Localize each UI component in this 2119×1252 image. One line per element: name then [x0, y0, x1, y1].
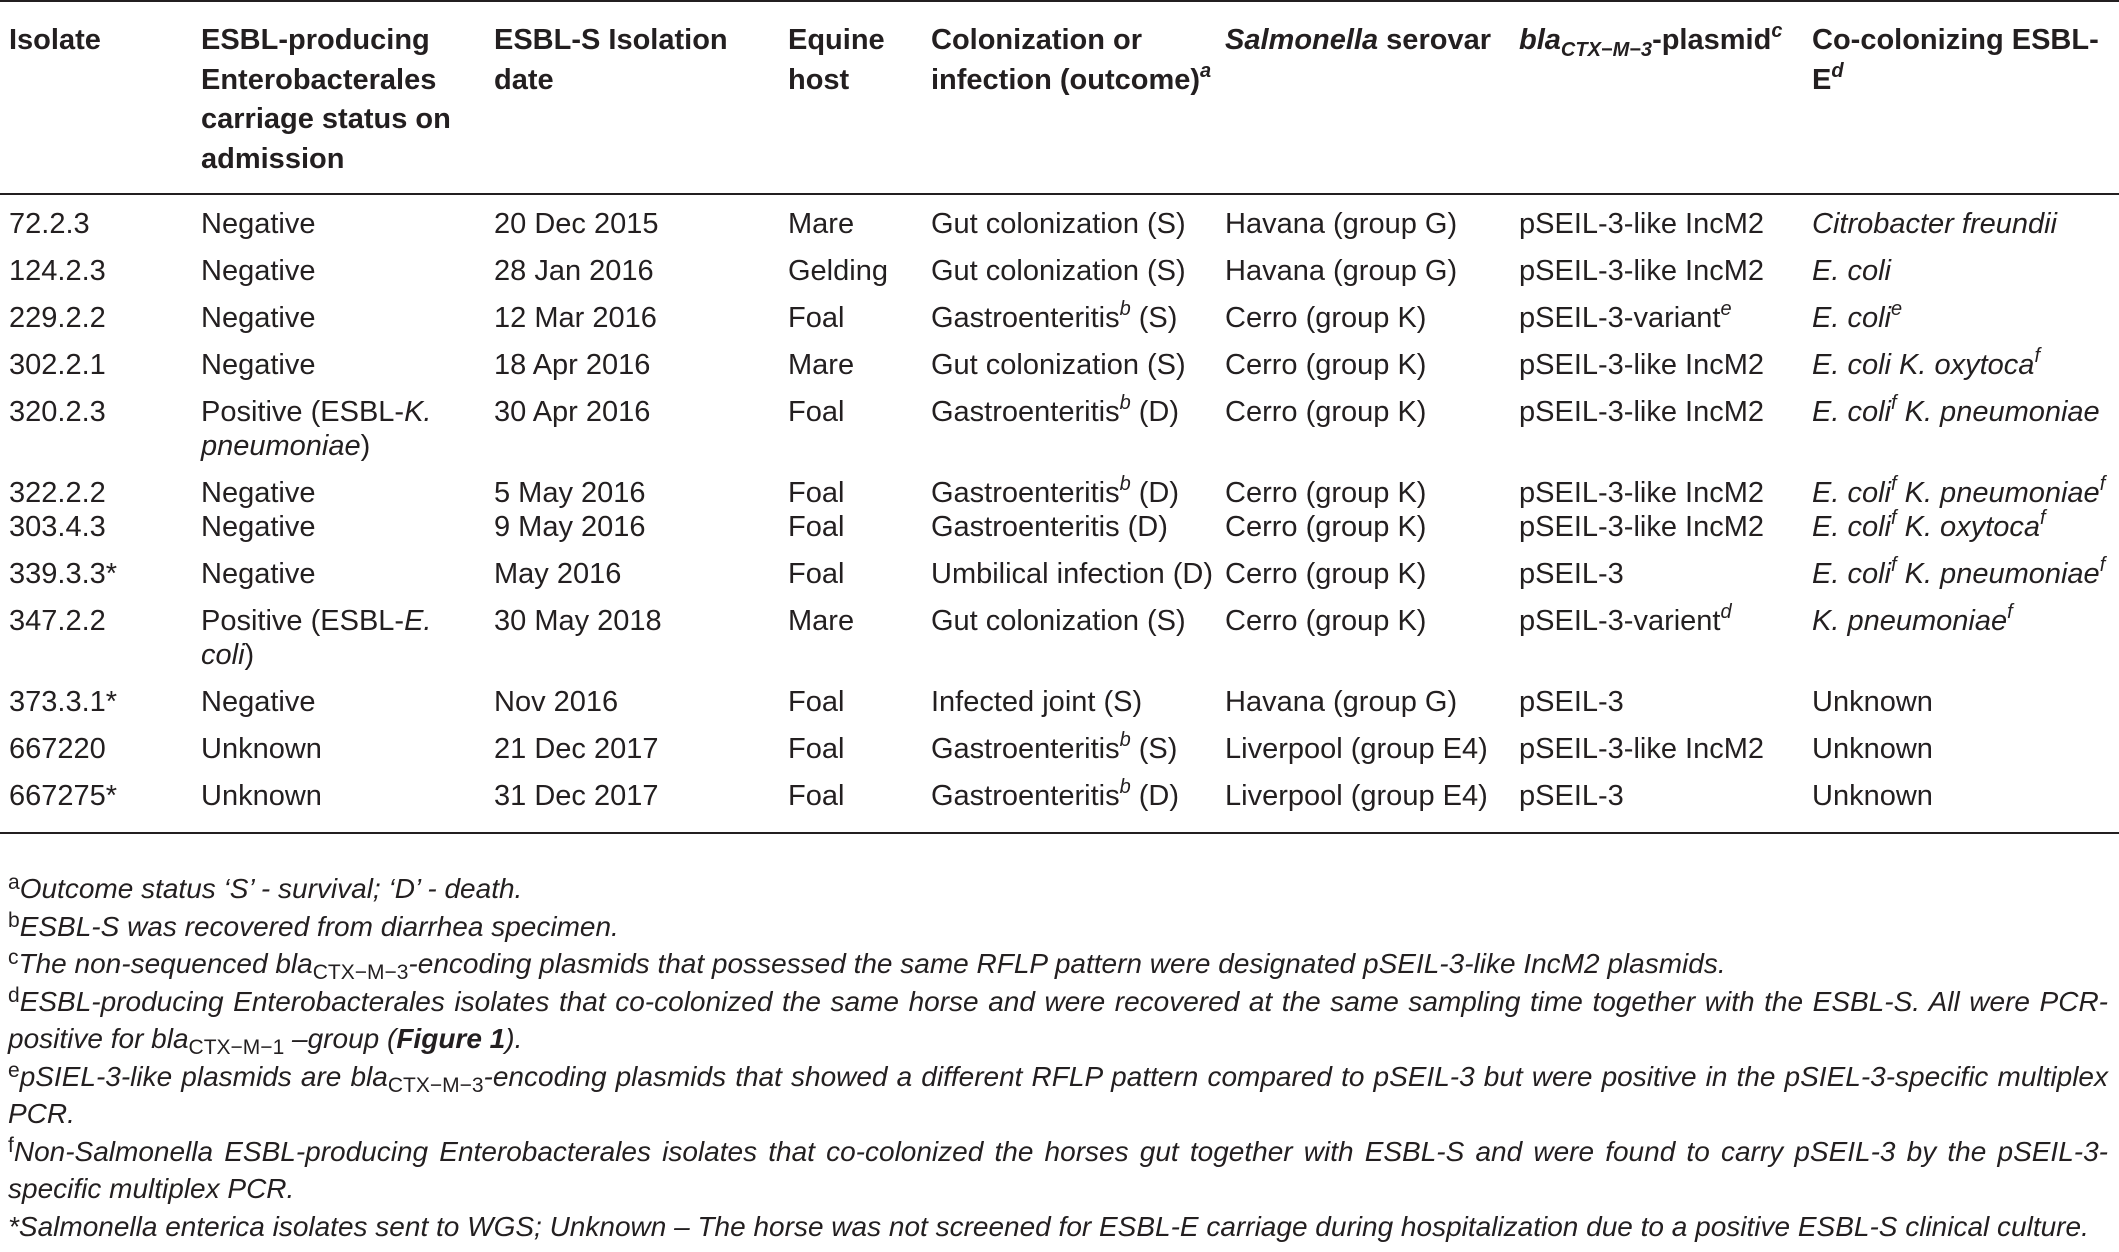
cell-outcome: Gut colonization (S): [931, 605, 1186, 637]
cell-carriage: Unknown: [192, 779, 485, 833]
table-body: [0, 194, 2119, 833]
table-row: [0, 779, 2119, 833]
cell-host: Foal: [788, 477, 845, 509]
cell-host: Foal: [788, 733, 845, 765]
cell-isolate: 322.2.2: [9, 477, 106, 509]
header-row: [0, 1, 2119, 194]
cell-plasmid: pSEIL-3-like IncM2: [1519, 208, 1764, 240]
cell-serovar: Cerro (group K): [1225, 349, 1427, 381]
cell-date: 28 Jan 2016: [494, 255, 654, 287]
cell-plasmid: pSEIL-3-varient$^d$: [1519, 601, 1732, 637]
table-row: [0, 732, 2119, 779]
table-row: [0, 604, 2119, 685]
cell-plasmid: pSEIL-3-like IncM2: [1519, 255, 1764, 287]
cell-host: Foal: [788, 396, 845, 428]
table-header: [0, 1, 2119, 194]
cell-outcome: Gastroenteritis$^b$ (D): [922, 779, 1216, 833]
cell-outcome: Infected joint (S): [931, 686, 1143, 718]
cell-plasmid: pSEIL-3-like IncM2: [1519, 396, 1764, 428]
cell-serovar: Cerro (group K): [1225, 511, 1427, 543]
footnote-c: $^c$The non-sequenced bla$_{CTX-M-3}$-encoding plasmids that possessed the same RFLP pattern were designated pSEIL-3-like IncM2 plasmids.: [8, 946, 1726, 984]
cell-outcome: Gastroenteritis$^b$ (D): [931, 392, 1180, 428]
table-row: [0, 301, 2119, 348]
cell-plasmid: pSEIL-3: [1519, 558, 1624, 590]
cell-isolate: 302.2.1: [9, 349, 106, 381]
cell-host: Mare: [788, 605, 855, 637]
cell-cocol: E. coli: [1812, 255, 1891, 287]
cell-plasmid: pSEIL-3-like IncM2: [1519, 511, 1764, 543]
cell-plasmid: pSEIL-3: [1510, 779, 1803, 833]
cell-plasmid: pSEIL-3-like IncM2: [1519, 349, 1764, 381]
cell-date: 30 Apr 2016: [494, 396, 651, 428]
cell-host: Mare: [788, 349, 855, 381]
col-header-outcome: Colonization or infection (outcome)$^a$: [922, 1, 1216, 194]
col-header-carriage: ESBL-producing Enterobacterales carriage status on admission: [192, 1, 485, 194]
footnote-a: $^a$Outcome status ‘S’ - survival; ‘D’ - death.: [8, 871, 523, 904]
cell-carriage: Negative: [201, 686, 316, 718]
cell-carriage: Negative: [201, 208, 316, 240]
cell-date: 30 May 2018: [494, 605, 662, 637]
cell-carriage: Negative: [201, 477, 316, 509]
cell-serovar: Cerro (group K): [1225, 558, 1427, 590]
table-row: [0, 557, 2119, 604]
cell-carriage: Negative: [201, 558, 316, 590]
cell-plasmid: pSEIL-3-like IncM2: [1519, 733, 1764, 765]
table-row: [0, 348, 2119, 395]
footnote-f: $^f$Non-Salmonella ESBL-producing Enterobacterales isolates that co-colonized the horses gut together with ESBL-S and were found to carry pSEIL-3 by the pSEIL-3-specific multiplex PCR.: [8, 1133, 2108, 1204]
cell-cocol: Unknown: [1803, 779, 2119, 833]
cell-cocol: E. coli$^e$: [1812, 298, 1903, 334]
cell-host: Foal: [788, 558, 845, 590]
cell-outcome: Gastroenteritis$^b$ (S): [931, 298, 1178, 334]
col-header-date: ESBL-S Isolation date: [485, 1, 779, 194]
cell-serovar: Cerro (group K): [1225, 396, 1427, 428]
table-row: [0, 685, 2119, 732]
cell-date: 18 Apr 2016: [494, 349, 651, 381]
cell-serovar: Cerro (group K): [1225, 477, 1427, 509]
footnote-e: $^e$pSIEL-3-like plasmids are bla$_{CTX-M-3}$-encoding plasmids that showed a different RFLP pattern compared to pSEIL-3 but were positive in the pSIEL-3-specific multiplex PCR.: [8, 1058, 2109, 1129]
cell-date: 9 May 2016: [494, 511, 646, 543]
cell-cocol: E. coli K. oxytoca$^f$: [1812, 345, 2040, 381]
cell-isolate: 347.2.2: [9, 605, 106, 637]
cell-serovar: Havana (group G): [1225, 208, 1458, 240]
cell-carriage: Unknown: [201, 733, 322, 765]
cell-isolate: 124.2.3: [9, 255, 106, 287]
cell-outcome: Gastroenteritis$^b$ (D): [931, 473, 1180, 509]
cell-cocol: E. coli$^f$ K. pneumoniae$^f$: [1812, 473, 2106, 509]
cell-carriage: Negative: [201, 511, 316, 543]
cell-cocol: E. coli$^f$ K. pneumoniae: [1812, 392, 2100, 428]
col-header-cocolonizing: Co-colonizing ESBL-$E^d$: [1803, 1, 2119, 194]
cell-outcome: Gut colonization (S): [931, 208, 1186, 240]
cell-outcome: Gut colonization (S): [931, 255, 1186, 287]
col-header-plasmid: bla$_{CTX-M-3}$-plasmid$^c$: [1510, 1, 1803, 194]
figure-1-reference[interactable]: Figure 1: [396, 1023, 506, 1054]
cell-outcome: Umbilical infection (D): [931, 558, 1214, 590]
cell-host: Foal: [779, 779, 922, 833]
cell-serovar: Havana (group G): [1225, 255, 1458, 287]
cell-host: Foal: [788, 511, 845, 543]
cell-serovar: Liverpool (group E4): [1225, 733, 1488, 765]
cell-carriage: Positive (ESBL-K. pneumoniae): [201, 396, 432, 462]
cell-host: Mare: [788, 208, 855, 240]
cell-date: May 2016: [494, 558, 622, 590]
cell-isolate: 339.3.3*: [9, 558, 118, 590]
cell-date: 12 Mar 2016: [494, 302, 657, 334]
cell-host: Foal: [788, 686, 845, 718]
cell-host: Foal: [788, 302, 845, 334]
cell-plasmid: pSEIL-3-like IncM2: [1519, 477, 1764, 509]
cell-carriage: Negative: [201, 349, 316, 381]
cell-date: Nov 2016: [494, 686, 619, 718]
footnote-b: $^b$ESBL-S was recovered from diarrhea specimen.: [8, 908, 619, 942]
cell-isolate: 303.4.3: [9, 511, 106, 543]
cell-cocol: Unknown: [1812, 733, 1933, 765]
cell-outcome: Gastroenteritis (D): [931, 511, 1168, 543]
cell-date: 31 Dec 2017: [485, 779, 779, 833]
table-row: [0, 254, 2119, 301]
cell-cocol: E. coli$^f$ K. oxytoca$^f$: [1812, 507, 2046, 543]
cell-cocol: Unknown: [1812, 686, 1933, 718]
table-row: [0, 194, 2119, 254]
table-row: [0, 510, 2119, 557]
cell-carriage: Negative: [201, 302, 316, 334]
cell-isolate: 667275*: [0, 779, 192, 833]
table-row: [0, 476, 2119, 510]
cell-serovar: Cerro (group K): [1225, 605, 1427, 637]
cell-isolate: 320.2.3: [9, 396, 106, 428]
footnote-d: $^d$ESBL-producing Enterobacterales isolates that co-colonized the same horse and were recovered at the same sampling time together with the ESBL-S. All were PCR-positive for bla$_{CTX-M-1}$ –group (Figure 1).: [8, 983, 2108, 1059]
col-header-host: Equine host: [779, 1, 922, 194]
cell-plasmid: pSEIL-3-variant$^e$: [1519, 298, 1732, 334]
cell-host: Gelding: [788, 255, 888, 287]
cell-isolate: 229.2.2: [9, 302, 106, 334]
cell-carriage: Negative: [201, 255, 316, 287]
cell-date: 5 May 2016: [494, 477, 646, 509]
cell-cocol: Citrobacter freundii: [1812, 208, 2057, 240]
cell-serovar: Cerro (group K): [1225, 302, 1427, 334]
cell-outcome: Gut colonization (S): [931, 349, 1186, 381]
cell-cocol: E. coli$^f$ K. pneumoniae$^f$: [1812, 554, 2106, 590]
cell-plasmid: pSEIL-3: [1519, 686, 1624, 718]
cell-isolate: 72.2.3: [9, 208, 90, 240]
cell-serovar: Liverpool (group E4): [1216, 779, 1510, 833]
cell-carriage: Positive (ESBL-E. coli): [201, 605, 432, 671]
cell-outcome: Gastroenteritis$^b$ (S): [931, 729, 1178, 765]
table-row: [0, 395, 2119, 476]
col-header-isolate: Isolate: [0, 1, 192, 194]
cell-isolate: 373.3.1*: [9, 686, 118, 718]
cell-isolate: 667220: [9, 733, 106, 765]
col-header-serovar: Salmonella serovar: [1216, 1, 1510, 194]
cell-cocol: K. pneumoniae$^f$: [1812, 601, 2013, 637]
table-footnotes: [8, 870, 2108, 1245]
cell-date: 21 Dec 2017: [494, 733, 659, 765]
cell-date: 20 Dec 2015: [494, 208, 659, 240]
cell-serovar: Havana (group G): [1225, 686, 1458, 718]
footnote-star: *Salmonella enterica isolates sent to WGS; Unknown – The horse was not screened for ESBL-E carriage during hospitalization due to a positive ESBL-S clinical culture.: [8, 1210, 2089, 1242]
